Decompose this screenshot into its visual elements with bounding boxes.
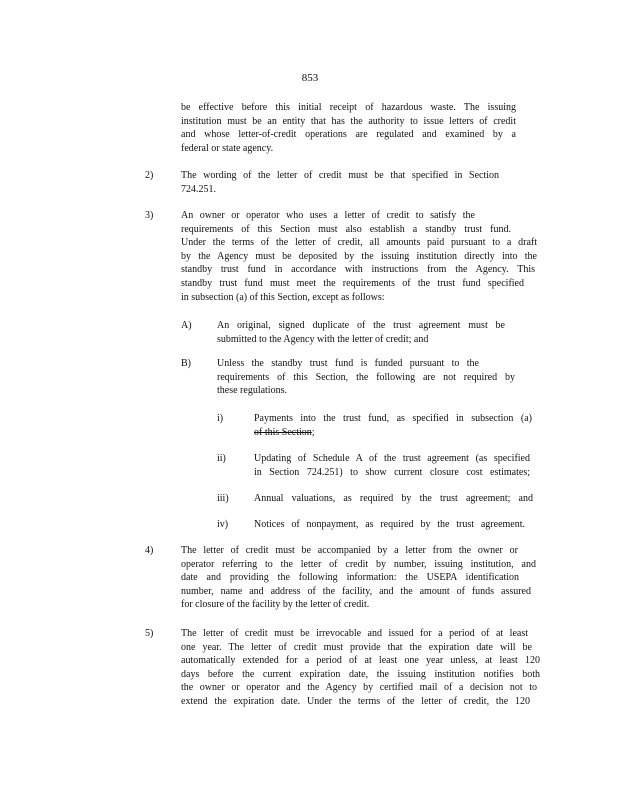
- text-line: operator referring to the letter of credit by number, issuing institution, and: [181, 558, 536, 570]
- text-line: number, name and address of the facility, and the amount of funds assured: [181, 585, 531, 597]
- text-line: standby trust fund in accordance with instructions from the Agency. This: [181, 264, 535, 276]
- text-line: federal or state agency.: [181, 142, 274, 154]
- text-line: Payments into the trust fund, as specified in subsection (a): [254, 413, 532, 424]
- text-line: standby trust fund must meet the requirements of the trust fund specified: [181, 277, 524, 289]
- text-line: date and providing the following information: the USEPA identification: [181, 572, 519, 584]
- text-line: 724.251.: [181, 183, 216, 195]
- text-line: Annual valuations, as required by the trust agreement; and: [254, 493, 533, 504]
- item-4-label: 4): [145, 545, 154, 556]
- item-5-label: 5): [145, 628, 154, 639]
- text-line: The wording of the letter of credit must be that specified in Section: [181, 170, 499, 181]
- text-line: in subsection (a) of this Section, except as follows:: [181, 291, 385, 303]
- item-3b-paragraph: [217, 357, 515, 398]
- text-line: An owner or operator who uses a letter of credit to satisfy the: [181, 210, 475, 221]
- text-fragment: ;: [311, 426, 315, 438]
- item-3b-i-label: i): [217, 413, 224, 424]
- item-4-paragraph: [181, 544, 536, 612]
- item-2-label: 2): [145, 170, 154, 181]
- intro-paragraph: [181, 101, 516, 155]
- item-3b-iv-label: iv): [217, 519, 229, 530]
- text-line: Under the terms of the letter of credit, all amounts paid pursuant to a draft: [181, 237, 537, 249]
- text-line: extend the expiration date. Under the terms of the letter of credit, the 120: [181, 695, 530, 707]
- item-3b-iv-paragraph: [254, 518, 525, 532]
- text-line: requirements of this Section, the following are not required by: [217, 371, 515, 383]
- text-line: Updating of Schedule A of the trust agreement (as specified: [254, 453, 530, 464]
- text-line: The letter of credit must be irrevocable and issued for a period of at least: [181, 628, 528, 639]
- text-line: these regulations.: [217, 385, 287, 397]
- item-3a-label: A): [181, 320, 192, 331]
- text-line: institution must be an entity that has the authority to issue letters of credit: [181, 115, 516, 127]
- struck-text: of this Section: [254, 426, 312, 438]
- item-3b-iii-label: iii): [217, 493, 229, 504]
- item-3b-label: B): [181, 358, 191, 369]
- page-number: 853: [301, 72, 319, 84]
- item-3-paragraph: [181, 209, 537, 304]
- text-line: one year. The letter of credit must provide that the expiration date will be: [181, 641, 532, 653]
- text-line: be effective before this initial receipt of hazardous waste. The issuing: [181, 102, 516, 113]
- item-3a-paragraph: [217, 319, 505, 346]
- item-3b-ii-label: ii): [217, 453, 226, 464]
- item-3-label: 3): [145, 210, 154, 221]
- item-5-paragraph: [181, 627, 540, 709]
- item-3b-ii-paragraph: [254, 452, 530, 479]
- text-line: submitted to the Agency with the letter of credit; and: [217, 333, 429, 345]
- text-line: requirements of this Section must also establish a standby trust fund.: [181, 223, 511, 235]
- item-3b-iii-paragraph: [254, 492, 533, 506]
- text-line: [254, 426, 532, 440]
- text-line: automatically extended for a period of at least one year unless, at least 120: [181, 655, 540, 667]
- text-line: An original, signed duplicate of the trust agreement must be: [217, 320, 505, 331]
- text-line: The letter of credit must be accompanied by a letter from the owner or: [181, 545, 518, 556]
- text-line: for closure of the facility by the letter of credit.: [181, 599, 370, 611]
- text-line: in Section 724.251) to show current closure cost estimates;: [254, 466, 530, 478]
- text-line: days before the current expiration date, the issuing institution notifies both: [181, 668, 540, 680]
- text-line: Notices of nonpayment, as required by the trust agreement.: [254, 519, 525, 530]
- item-2-paragraph: [181, 169, 499, 196]
- item-3b-i-paragraph: [254, 412, 532, 439]
- text-line: by the Agency must be deposited by the issuing institution directly into the: [181, 250, 537, 262]
- text-line: and whose letter-of-credit operations are regulated and examined by a: [181, 129, 516, 141]
- text-line: the owner or operator and the Agency by certified mail of a decision not to: [181, 682, 537, 694]
- text-line: Unless the standby trust fund is funded pursuant to the: [217, 358, 479, 369]
